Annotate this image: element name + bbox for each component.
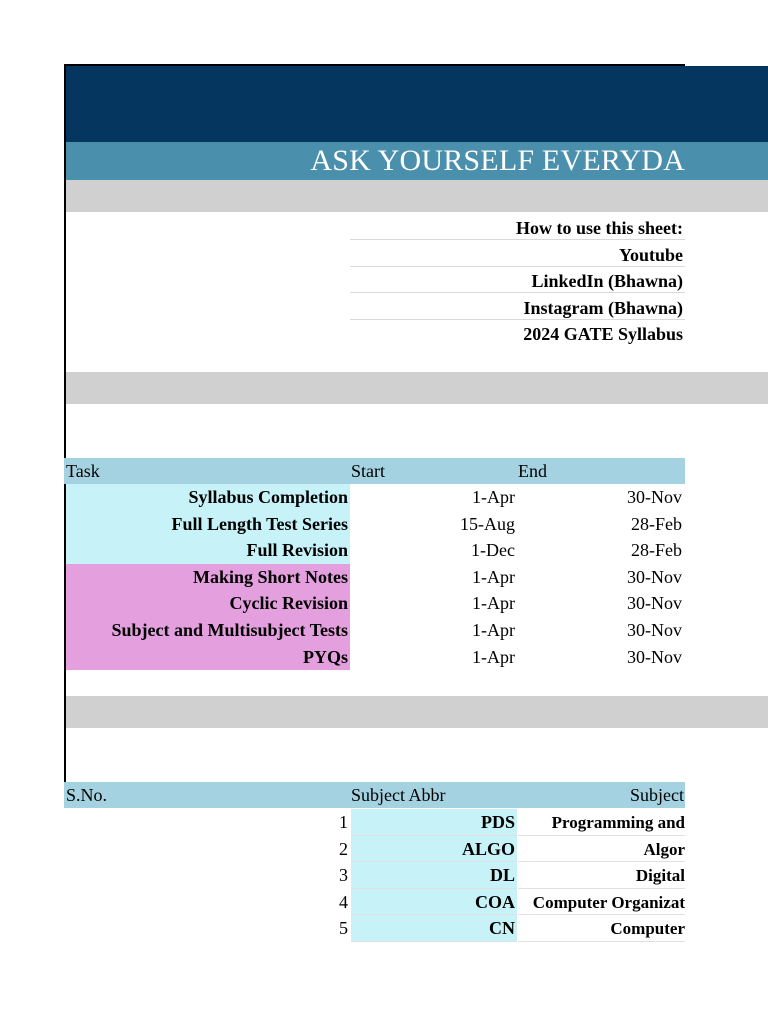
task-end-date: 28-Feb [631, 540, 682, 561]
subject-abbr: CN [351, 915, 517, 942]
task-start-date: 1-Apr [472, 566, 515, 587]
task-end-date: 30-Nov [627, 593, 682, 614]
gray-separator-2 [66, 372, 768, 404]
task-name: Making Short Notes [66, 564, 350, 591]
subject-row [64, 836, 685, 863]
task-row [64, 511, 685, 538]
task-end-date: 30-Nov [627, 487, 682, 507]
task-row [64, 484, 685, 511]
subject-sno: 3 [339, 865, 348, 886]
subject-name: Computer Organizat [518, 889, 685, 916]
subject-row [64, 889, 685, 916]
title-band [66, 142, 768, 180]
sheet-link[interactable]: LinkedIn (Bhawna) [350, 267, 685, 293]
subject-abbr: COA [351, 889, 517, 916]
sheet-link[interactable]: Instagram (Bhawna) [350, 294, 685, 320]
subject-name: Algor [518, 836, 685, 863]
subject-row [64, 809, 685, 836]
task-row [64, 617, 685, 644]
task-name: Full Revision [66, 537, 350, 564]
sheet-title: ASK YOURSELF EVERYDA [310, 144, 685, 177]
header-end: End [518, 461, 547, 481]
task-start-date: 15-Aug [460, 513, 515, 534]
subject-abbr: PDS [351, 809, 517, 836]
task-name: Syllabus Completion [66, 484, 350, 511]
header-subject: Subject [630, 785, 684, 805]
task-name: PYQs [66, 644, 350, 671]
subject-table-header [64, 782, 685, 808]
header-start: Start [351, 461, 385, 481]
task-row [64, 590, 685, 617]
task-end-date: 30-Nov [627, 566, 682, 587]
task-start-date: 1-Apr [472, 487, 515, 507]
task-start-date: 1-Apr [472, 593, 515, 614]
header-subject-abbr: Subject Abbr [351, 785, 446, 805]
subject-sno: 5 [339, 918, 348, 939]
task-start-date: 1-Dec [471, 540, 515, 561]
gray-separator-3 [66, 696, 768, 728]
header-dark-band [66, 66, 768, 142]
task-name: Full Length Test Series [66, 511, 350, 538]
subject-row [64, 862, 685, 889]
subject-name: Programming and [518, 809, 685, 836]
task-row [64, 564, 685, 591]
subject-abbr: DL [351, 862, 517, 889]
task-name: Subject and Multisubject Tests [66, 617, 350, 644]
subject-name: Digital [518, 862, 685, 889]
header-sno: S.No. [66, 785, 108, 805]
task-start-date: 1-Apr [472, 646, 515, 667]
subject-name: Computer [518, 915, 685, 942]
header-task: Task [66, 461, 100, 481]
how-to-use-label: How to use this sheet: [350, 214, 685, 240]
task-end-date: 30-Nov [627, 646, 682, 667]
gray-separator-1 [66, 180, 768, 212]
task-table-header [64, 458, 685, 484]
subject-sno: 4 [339, 891, 348, 912]
subject-sno: 1 [339, 812, 348, 832]
task-row [64, 644, 685, 671]
sheet-link[interactable]: 2024 GATE Syllabus [523, 324, 683, 344]
subject-sno: 2 [339, 838, 348, 859]
task-row [64, 537, 685, 564]
task-end-date: 30-Nov [627, 620, 682, 640]
subject-row [64, 915, 685, 942]
task-start-date: 1-Apr [472, 620, 515, 640]
sheet-link[interactable]: Youtube [350, 241, 685, 267]
task-end-date: 28-Feb [631, 513, 682, 534]
task-name: Cyclic Revision [66, 590, 350, 617]
subject-abbr: ALGO [351, 836, 517, 863]
